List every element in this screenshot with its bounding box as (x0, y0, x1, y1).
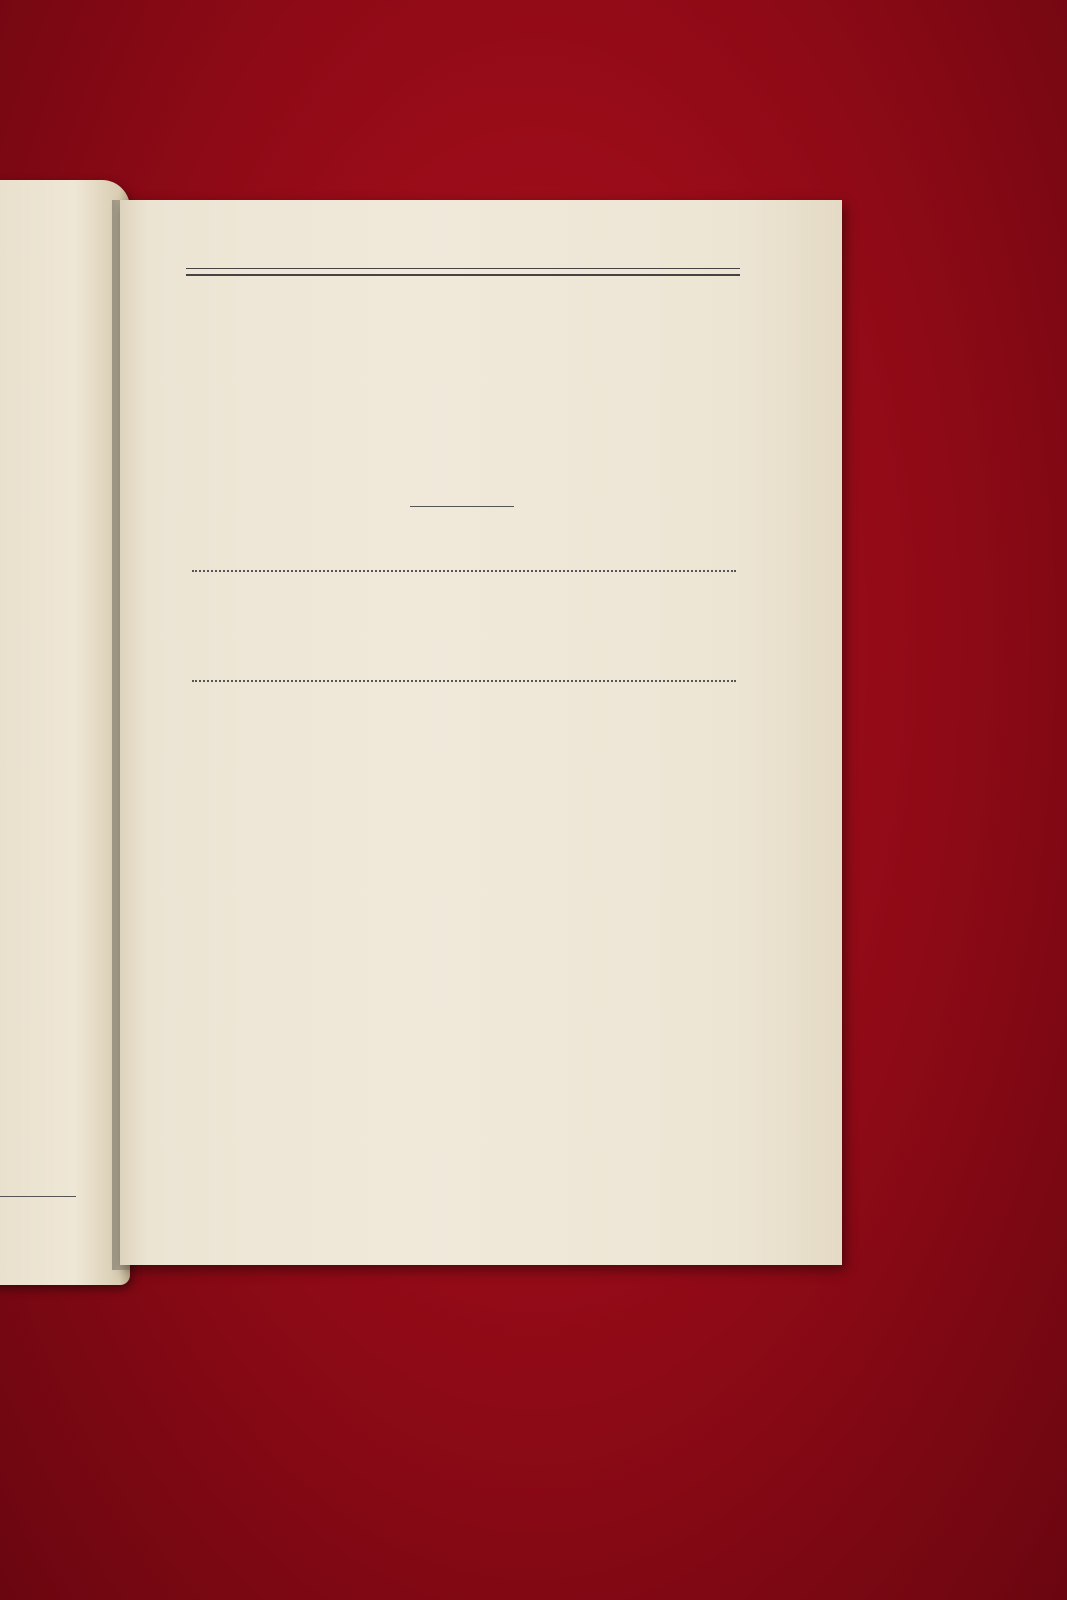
prefazione-row (186, 570, 742, 576)
dot-leader (192, 570, 736, 572)
dot-leader (192, 680, 736, 682)
title-rule (410, 506, 514, 507)
header-rule (186, 268, 740, 276)
right-page (120, 200, 842, 1265)
introduzione-row (186, 680, 742, 686)
left-page (0, 180, 130, 1285)
left-page-rule (0, 1196, 76, 1197)
